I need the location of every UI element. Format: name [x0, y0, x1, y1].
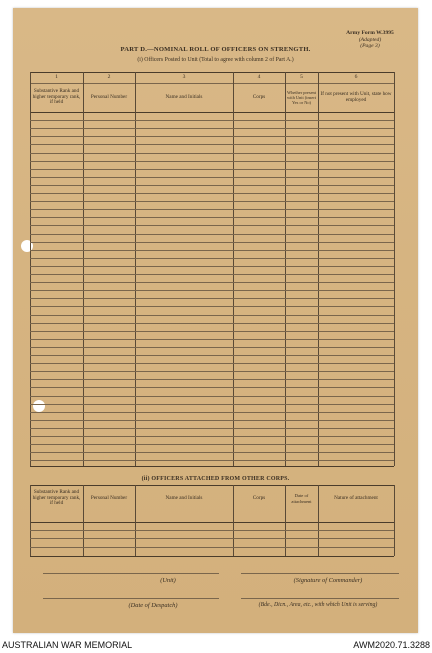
table2-bottom-rule: [30, 556, 394, 557]
table2-column-rule: [394, 485, 395, 556]
table1-row-rule: [30, 452, 394, 453]
table1-column-header: If not present with Unit, state how employed: [320, 90, 392, 103]
table1-row-rule: [30, 323, 394, 324]
table1-column-header: Personal Number: [90, 93, 128, 100]
table1-row-rule: [30, 347, 394, 348]
table2-row-rule: [30, 530, 394, 531]
table1-row-rule: [30, 412, 394, 413]
table2-column-header: Date of attachment: [291, 493, 312, 504]
table1-row-rule: [30, 306, 394, 307]
date-label: (Date of Despatch): [128, 602, 178, 609]
table1-row-rule: [30, 128, 394, 129]
table1-row-rule: [30, 144, 394, 145]
table2-column-header: Personal Number: [90, 494, 128, 501]
signature-line: [241, 573, 399, 574]
table1-row-rule: [30, 331, 394, 332]
table1-row-rule: [30, 153, 394, 154]
form-page: [13, 8, 418, 633]
table1-column-number: 6: [354, 74, 358, 80]
table1-bottom-rule: [30, 466, 394, 467]
table1-row-rule: [30, 396, 394, 397]
table1-column-rule: [233, 72, 234, 466]
table1-column-number: 3: [182, 74, 186, 80]
table1-row-rule: [30, 444, 394, 445]
table1-row-rule: [30, 428, 394, 429]
table1-column-rule: [285, 72, 286, 466]
credit-left: AUSTRALIAN WAR MEMORIAL: [2, 640, 133, 650]
table2-column-header: Substantive Rank and higher temporary rank, if held: [32, 488, 81, 507]
location-label: (Bde., Dicn., Area, etc., with which Unit is serving): [258, 602, 378, 608]
table1-row-rule: [30, 169, 394, 170]
table1-row-rule: [30, 242, 394, 243]
table1-row-rule: [30, 420, 394, 421]
unit-label: (Unit): [160, 577, 176, 584]
table1-row-rule: [30, 282, 394, 283]
unit-line: [43, 573, 219, 574]
table2-header-rule: [30, 522, 394, 523]
table1-row-rule: [30, 136, 394, 137]
table1-row-rule: [30, 266, 394, 267]
table1-row-rule: [30, 315, 394, 316]
table1-column-header: Corps: [252, 93, 266, 100]
table1-row-rule: [30, 161, 394, 162]
table1-row-rule: [30, 371, 394, 372]
table1-row-rule: [30, 298, 394, 299]
table1-column-header: Substantive Rank and higher temporary rank, if held: [32, 87, 81, 106]
table1-row-rule: [30, 379, 394, 380]
table1-column-number: 2: [107, 74, 111, 80]
table1-row-rule: [30, 209, 394, 210]
table1-row-rule: [30, 177, 394, 178]
table1-column-rule: [394, 72, 395, 466]
table1-row-rule: [30, 290, 394, 291]
table1-column-header: Name and Initials: [165, 93, 203, 100]
table1-header-rule: [30, 112, 394, 113]
table1-column-rule: [30, 72, 31, 466]
table1-row-rule: [30, 387, 394, 388]
table1-column-header: Whether present with Unit (insert Yes or No): [286, 89, 317, 106]
date-line: [43, 598, 219, 599]
table1-row-rule: [30, 363, 394, 364]
table1-row-rule: [30, 274, 394, 275]
page-title: PART D.—NOMINAL ROLL OF OFFICERS ON STRENGTH.: [120, 46, 311, 53]
credit-right: AWM2020.71.3288: [353, 640, 430, 650]
table1-row-rule: [30, 201, 394, 202]
table1-row-rule: [30, 339, 394, 340]
credit-bar: [0, 637, 432, 653]
signature-label: (Signature of Commander): [293, 577, 363, 584]
table1-row-rule: [30, 258, 394, 259]
section2-title: (ii) OFFICERS ATTACHED FROM OTHER CORPS.: [141, 476, 290, 482]
form-number: Army Form W.3995: [346, 30, 394, 36]
table1-column-number: 4: [257, 74, 261, 80]
table1-row-rule: [30, 355, 394, 356]
punch-hole: [33, 400, 45, 412]
table2-column-header: Corps: [252, 494, 266, 501]
table1-column-number: 5: [300, 74, 303, 80]
table1-row-rule: [30, 404, 394, 405]
table1-column-rule: [83, 72, 84, 466]
table2-row-rule: [30, 538, 394, 539]
table1-column-number: 1: [55, 74, 58, 80]
table1-row-rule: [30, 250, 394, 251]
location-line: [241, 598, 399, 599]
table1-top-rule: [30, 72, 394, 73]
table1-row-rule: [30, 460, 394, 461]
table1-row-rule: [30, 436, 394, 437]
table2-column-header: Name and Initials: [165, 494, 203, 501]
table1-column-rule: [135, 72, 136, 466]
form-page-number: (Page 3): [360, 43, 380, 50]
table2-column-header: Nature of attachment: [334, 494, 378, 501]
table1-row-rule: [30, 225, 394, 226]
form-adapted: (Adapted): [358, 36, 382, 43]
section1-subtitle: (i) Officers Posted to Unit (Total to agree with column 2 of Part A.): [137, 57, 294, 63]
table1-column-rule: [318, 72, 319, 466]
table1-row-rule: [30, 185, 394, 186]
table2-row-rule: [30, 547, 394, 548]
table1-row-rule: [30, 120, 394, 121]
table1-row-rule: [30, 217, 394, 218]
table1-row-rule: [30, 234, 394, 235]
table1-row-rule: [30, 193, 394, 194]
